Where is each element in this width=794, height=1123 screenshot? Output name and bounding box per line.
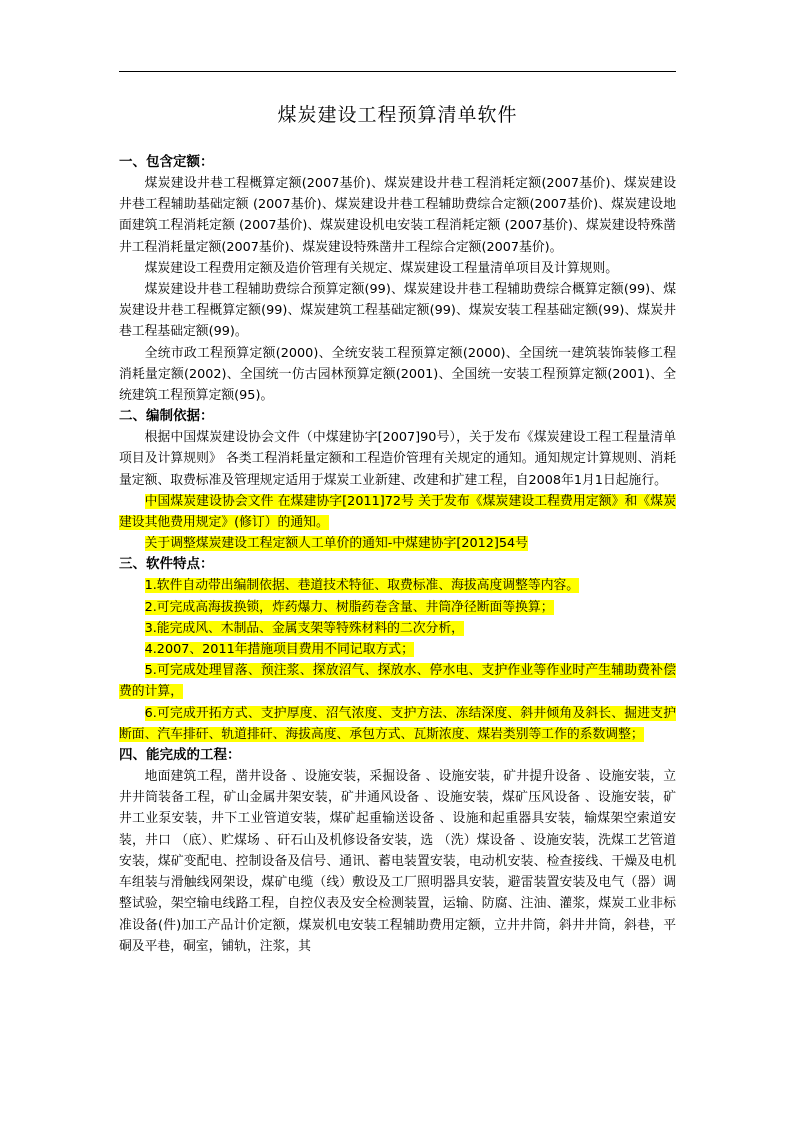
feature-item: [119, 660, 676, 702]
highlight-text: 6.可完成开拓方式、支护厚度、沼气浓度、支护方法、冻结深度、斜井倾角及斜长、掘进支护断面、汽车排矸、轨道排矸、海拔高度、承包方式、瓦斯浓度、煤岩类别等工作的系数调整；: [119, 705, 676, 742]
feature-item: [119, 618, 676, 639]
section-features: [119, 554, 676, 745]
paragraph-highlighted: [119, 491, 676, 533]
section-heading: 三、软件特点：: [119, 556, 214, 573]
paragraph: 煤炭建设工程费用定额及造价管理有关规定、煤炭建设工程量清单项目及计算规则。: [144, 260, 619, 276]
highlight-text: 3.能完成风、木制品、金属支架等特殊材料的二次分析，: [144, 620, 464, 636]
document-title: 煤炭建设工程预算清单软件: [277, 104, 518, 126]
highlight-text: 关于调整煤炭建设工程定额人工单价的通知-中煤建协字[2012]54号: [144, 536, 528, 552]
section-included-quotas: [119, 152, 676, 406]
paragraph: 根据中国煤炭建设协会文件（中煤建协字[2007]90号），关于发布《煤炭建设工程工程量清单项目及计算规则》 各类工程消耗量定额和工程造价管理有关规定的通知。通知规定计算规则、消耗量定额、取费标准及管理规定适用于煤炭工业新建、改建和扩建工程，自2008年1月1日起施行。: [119, 430, 676, 488]
paragraph: 煤炭建设井巷工程辅助费综合预算定额(99)、煤炭建设井巷工程辅助费综合概算定额(99)、煤炭建设井巷工程概算定额(99)、煤炭建筑工程基础定额(99)、煤炭安装工程基础定额(99)、煤炭井巷工程基础定额(99)。: [119, 282, 676, 340]
paragraph: 全统市政工程预算定额(2000)、全统安装工程预算定额(2000)、全国统一建筑装饰装修工程消耗量定额(2002)、全国统一仿古园林预算定额(2001)、全国统一安装工程预算定额(2001)、全统建筑工程预算定额(95)。: [119, 345, 676, 404]
highlight-text: 5.可完成处理冒落、预注浆、探放沼气、探放水、停水电、支护作业等作业时产生辅助费补偿费的计算，: [119, 663, 676, 700]
header-rule: [119, 71, 676, 72]
section-heading: 四、能完成的工程：: [119, 747, 241, 764]
paragraph: 地面建筑工程，凿井设备 、设施安装，采掘设备 、设施安装，矿井提升设备 、设施安装，立井井筒装备工程，矿山金属井架安装，矿井通风设备 、设施安装，煤矿压风设备 、设施安装，矿井工业泵安装，井下工业管道安装，煤矿起重输送设备 、设施和起重器具安装，输煤架空索道安装，井口 （底）、贮煤场 、矸石山及机修设备安装，选 （洗）煤设备 、设施安装，洗煤工艺管道安装，煤矿变配电、控制设备及信号、通讯、蓄电装置安装，电动机安装、检查接线、干燥及电机车组装与滑触线网架设，煤矿电缆（线）敷设及工厂照明器具安装，避雷装置安装及电气（器）调整试验，架空输电线路工程，自控仪表及安全检测装置，运输、防腐、注油、灌浆，煤炭工业非标准设备(件)加工产品计价定额，煤炭机电安装工程辅助费用定额，立井井筒，斜井井筒，斜巷，平硐及平巷，硐室，铺轨，注浆，其: [119, 769, 676, 954]
highlight-text: 中国煤炭建设协会文件 在煤建协字[2011]72号 关于发布《煤炭建设工程费用定额》和《煤炭建设其他费用规定》(修订）的通知。: [119, 493, 676, 531]
feature-item: [119, 575, 676, 596]
section-heading: 一、包含定额：: [119, 154, 214, 170]
feature-item: [119, 597, 676, 618]
section-heading: 二、编制依据：: [119, 408, 214, 425]
paragraph-highlighted: [119, 533, 676, 554]
highlight-text: 1.软件自动带出编制依据、巷道技术特征、取费标准、海拔高度调整等内容。: [144, 578, 580, 594]
highlight-text: 2.可完成高海拔换锁，炸药爆力、树脂药卷含量、井筒净径断面等换算；: [144, 599, 554, 615]
paragraph: 煤炭建设井巷工程概算定额(2007基价)、煤炭建设井巷工程消耗定额(2007基价)、煤炭建设井巷工程辅助基础定额 (2007基价)、煤炭建设井巷工程辅助费综合定额(2007基价)、煤炭建设地面建筑工程消耗定额 (2007基价)、煤炭建设机电安装工程消耗定额 (2007基价)、煤炭建设特殊凿井工程消耗量定额(2007基价)、煤炭建设特殊凿井工程综合定额(2007基价)。: [119, 176, 676, 255]
document-page: [119, 100, 676, 957]
feature-item: [119, 639, 676, 660]
feature-item: [119, 703, 676, 745]
section-basis: [119, 406, 676, 554]
highlight-text: 4.2007、2011年措施项目费用不同记取方式；: [144, 642, 414, 658]
section-projects: [119, 745, 676, 957]
